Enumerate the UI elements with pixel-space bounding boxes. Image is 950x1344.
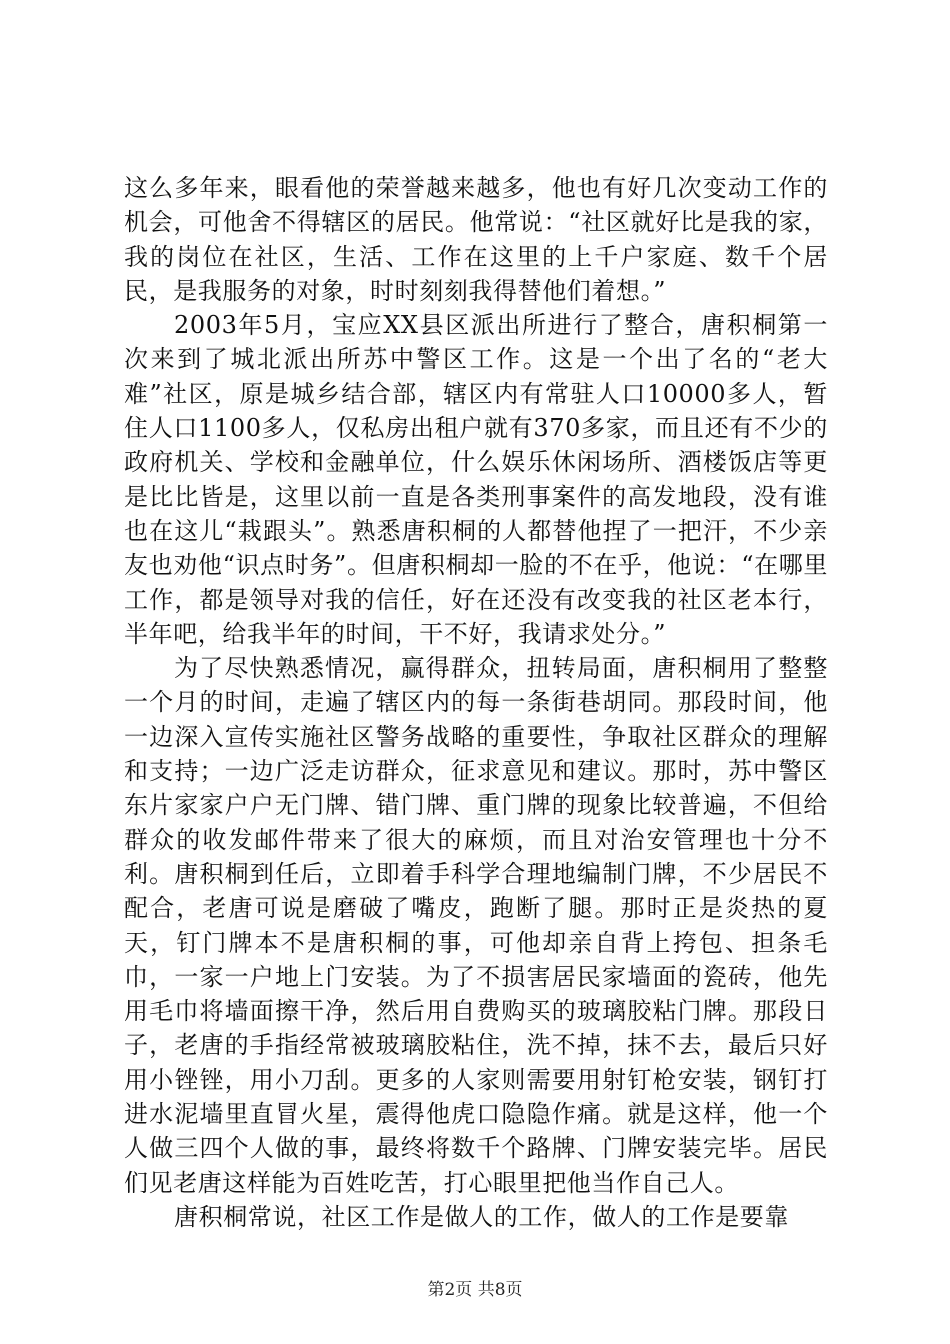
document-body <box>124 171 828 1234</box>
paragraph-1: 这么多年来，眼看他的荣誉越来越多，他也有好几次变动工作的机会，可他舍不得辖区的居民。他常说：“社区就好比是我的家，我的岗位在社区，生活、工作在这里的上千户家庭、数千个居民，是我服务的对象，时时刻刻我得替他们着想。” <box>124 174 828 305</box>
paragraph-2: 2003年5月，宝应XX县区派出所进行了整合，唐积桐第一次来到了城北派出所苏中警区工作。这是一个出了名的“老大难”社区，原是城乡结合部，辖区内有常驻人口10000多人，暂住人口1100多人，仅私房出租户就有370多家，而且还有不少的政府机关、学校和金融单位，什么娱乐休闲场所、酒楼饭店等更是比比皆是，这里以前一直是各类刑事案件的高发地段，没有谁也在这儿“栽跟头”。熟悉唐积桐的人都替他捏了一把汗，不少亲友也劝他“识点时务”。但唐积桐却一脸的不在乎，他说：“在哪里工作，都是领导对我的信任，好在还没有改变我的社区老本行，半年吧，给我半年的时间，干不好，我请求处分。” <box>124 311 828 648</box>
paragraph-3: 为了尽快熟悉情况，赢得群众，扭转局面，唐积桐用了整整一个月的时间，走遍了辖区内的每一条街巷胡同。那段时间，他一边深入宣传实施社区警务战略的重要性，争取社区群众的理解和支持；一边广泛走访群众，征求意见和建议。那时，苏中警区东片家家户户无门牌、错门牌、重门牌的现象比较普遍，不但给群众的收发邮件带来了很大的麻烦，而且对治安管理也十分不利。唐积桐到任后，立即着手科学合理地编制门牌，不少居民不配合，老唐可说是磨破了嘴皮，跑断了腿。那时正是炎热的夏天，钉门牌本不是唐积桐的事，可他却亲自背上挎包、担条毛巾，一家一户地上门安装。为了不损害居民家墙面的瓷砖，他先用毛巾将墙面擦干净，然后用自费购买的玻璃胶粘门牌。那段日子，老唐的手指经常被玻璃胶粘住，洗不掉，抹不去，最后只好用小锉锉，用小刀刮。更多的人家则需要用射钉枪安装，钢钉打进水泥墙里直冒火星，震得他虎口隐隐作痛。就是这样，他一个人做三四个人做的事，最终将数千个路牌、门牌安装完毕。居民们见老唐这样能为百姓吃苦，打心眼里把他当作自己人。 <box>124 654 828 1197</box>
page-footer: 第2页 共8页 <box>427 1280 523 1300</box>
paragraph-4: 唐积桐常说，社区工作是做人的工作，做人的工作是要靠 <box>174 1202 789 1231</box>
